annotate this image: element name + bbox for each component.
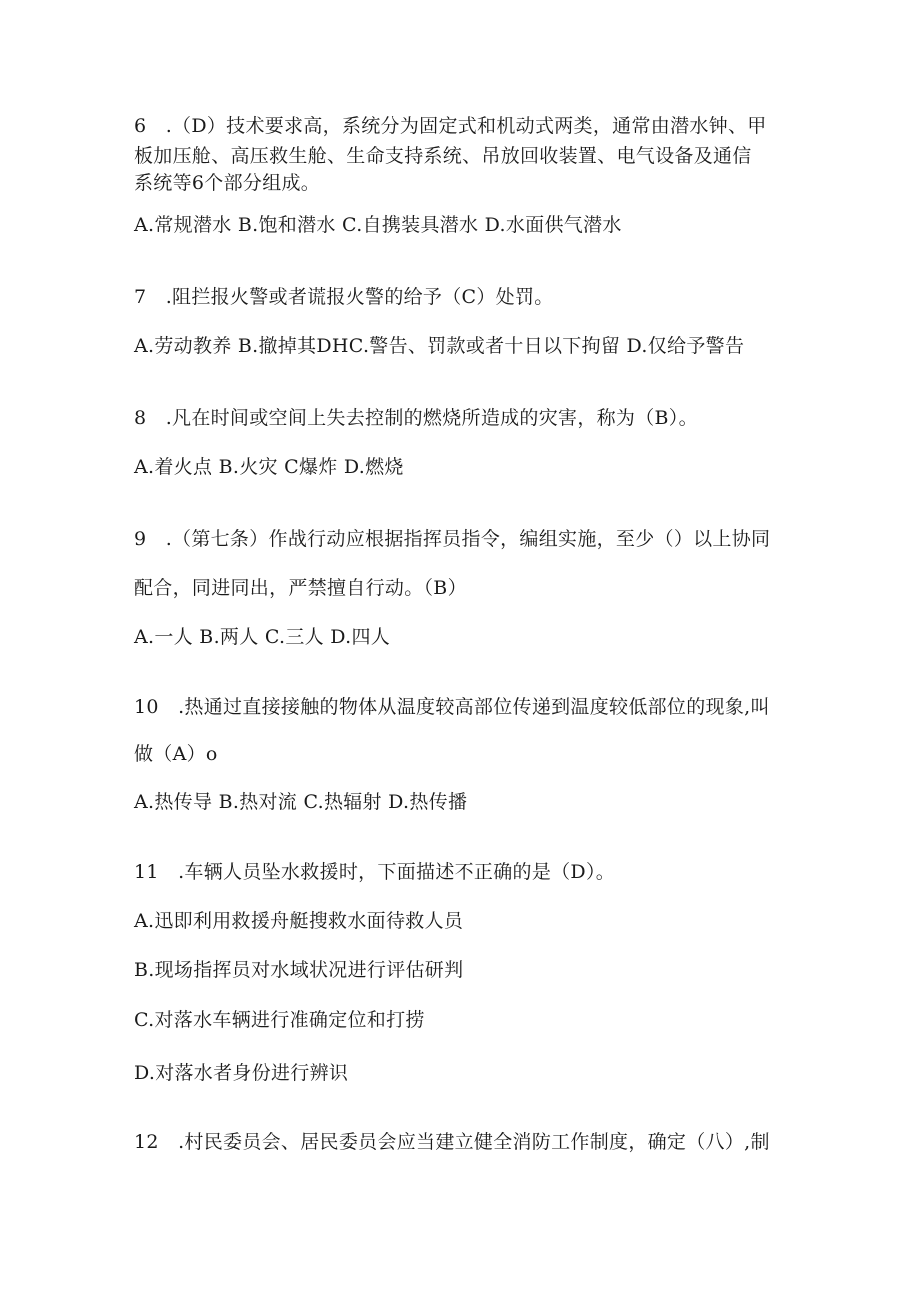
question-9-stem-line-1: 9 .（第七条）作战行动应根据指挥员指令，编组实施，至少（）以上协同 <box>134 528 771 550</box>
question-10-stem-line-1: 10 .热通过直接接触的物体从温度较高部位传递到温度较低部位的现象,叫 <box>134 696 770 718</box>
question-11-option-c: C.对落水车辆进行准确定位和打捞 <box>134 1009 425 1031</box>
question-6-options: A.常规潜水 B.饱和潜水 C.自携装具潜水 D.水面供气潜水 <box>134 214 622 236</box>
question-6-stem-line-2: 板加压舱、高压救生舱、生命支持系统、吊放回收装置、电气设备及通信 <box>134 145 752 167</box>
question-11-option-d: D.对落水者身份进行辨识 <box>134 1062 349 1084</box>
question-6-stem-line-1: 6 .（D）技术要求高，系统分为固定式和机动式两类，通常由潜水钟、甲 <box>134 115 767 137</box>
question-9-stem-line-2: 配合，同进同出，严禁擅自行动。（B） <box>134 577 467 599</box>
question-8-stem: 8 .凡在时间或空间上失去控制的燃烧所造成的灾害，称为（B）。 <box>134 407 698 429</box>
question-11-stem: 11 .车辆人员坠水救援时，下面描述不正确的是（D）。 <box>134 861 616 883</box>
question-7-stem: 7 .阻拦报火警或者谎报火警的给予（C）处罚。 <box>134 286 554 308</box>
question-8-options: A.着火点 B.火灾 C爆炸 D.燃烧 <box>134 456 404 478</box>
question-11-option-a: A.迅即利用救援舟艇搜救水面待救人员 <box>134 910 464 932</box>
question-9-options: A.一人 B.两人 C.三人 D.四人 <box>134 626 391 648</box>
question-6-stem-line-3: 系统等6个部分组成。 <box>134 172 321 194</box>
question-10-stem-line-2: 做（A）o <box>134 743 218 765</box>
question-10-options: A.热传导 B.热对流 C.热辐射 D.热传播 <box>134 791 468 813</box>
question-12-stem: 12 .村民委员会、居民委员会应当建立健全消防工作制度，确定（八）,制 <box>134 1131 770 1153</box>
question-11-option-b: B.现场指挥员对水域状况进行评估研判 <box>134 959 464 981</box>
question-7-options: A.劳动教养 B.撤掉其DHC.警告、罚款或者十日以下拘留 D.仅给予警告 <box>134 335 745 357</box>
